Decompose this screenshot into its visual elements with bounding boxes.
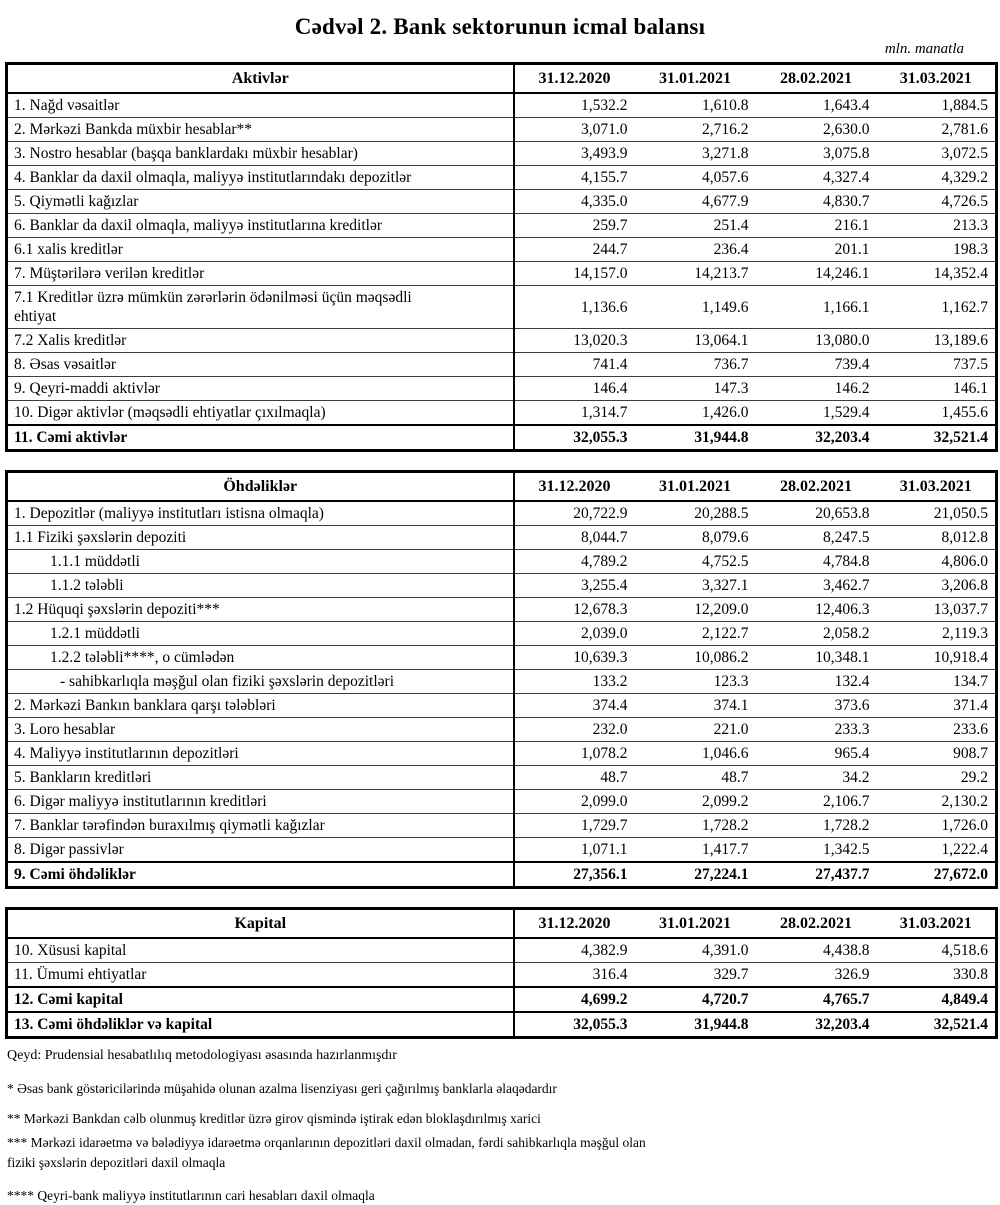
cell-value: 29.2: [877, 766, 997, 790]
cell-value: 4,382.9: [514, 938, 635, 963]
cell-value: 13,037.7: [877, 598, 997, 622]
ohdelikler-table: [5, 470, 998, 889]
table-row: [7, 694, 997, 718]
row-label: 1. Depozitlər (maliyyə institutları istisna olmaqla): [7, 501, 514, 526]
cell-value: 1,728.2: [756, 814, 877, 838]
cell-value: 4,765.7: [756, 987, 877, 1012]
cell-value: 216.1: [756, 214, 877, 238]
table-row: [7, 938, 997, 963]
cell-value: 329.7: [635, 963, 756, 988]
table-row: [7, 766, 997, 790]
row-label: 1.1 Fiziki şəxslərin depoziti: [7, 526, 514, 550]
cell-value: 10,086.2: [635, 646, 756, 670]
cell-value: 13,080.0: [756, 329, 877, 353]
footnote-asterisk-2: ** Mərkəzi Bankdan cəlb olunmuş kreditlər üzrə girov qismində iştirak edən bloklaşdırılmış xarici: [7, 1110, 541, 1126]
table-row: [7, 238, 997, 262]
cell-value: 1,426.0: [635, 401, 756, 426]
cell-value: 20,722.9: [514, 501, 635, 526]
cell-value: 3,072.5: [877, 142, 997, 166]
table-row: [7, 329, 997, 353]
cell-value: 13,064.1: [635, 329, 756, 353]
table-row: [7, 262, 997, 286]
table-row: [7, 598, 997, 622]
row-label: 12. Cəmi kapital: [7, 987, 514, 1012]
kapital-table: [5, 907, 998, 1039]
row-label: 9. Cəmi öhdəliklər: [7, 862, 514, 888]
table-row: [7, 790, 997, 814]
table-row: [7, 353, 997, 377]
cell-value: 8,012.8: [877, 526, 997, 550]
cell-value: 12,678.3: [514, 598, 635, 622]
cell-value: 3,206.8: [877, 574, 997, 598]
cell-value: 2,058.2: [756, 622, 877, 646]
cell-value: 8,247.5: [756, 526, 877, 550]
cell-value: 20,288.5: [635, 501, 756, 526]
table-row: [7, 501, 997, 526]
cell-value: 32,055.3: [514, 1012, 635, 1038]
cell-value: 233.3: [756, 718, 877, 742]
cell-value: 13,020.3: [514, 329, 635, 353]
table-row: [7, 622, 997, 646]
cell-value: 1,314.7: [514, 401, 635, 426]
cell-value: 4,720.7: [635, 987, 756, 1012]
table-row: [7, 838, 997, 863]
cell-value: 736.7: [635, 353, 756, 377]
cell-value: 2,106.7: [756, 790, 877, 814]
row-label: 6. Digər maliyyə institutlarının kreditləri: [7, 790, 514, 814]
row-label: 3. Nostro hesablar (başqa banklardakı müxbir hesablar): [7, 142, 514, 166]
cell-value: 2,039.0: [514, 622, 635, 646]
cell-value: 4,830.7: [756, 190, 877, 214]
cell-value: 12,406.3: [756, 598, 877, 622]
cell-value: 232.0: [514, 718, 635, 742]
aktivler-table: [5, 62, 998, 452]
cell-value: 133.2: [514, 670, 635, 694]
cell-value: 1,166.1: [756, 286, 877, 329]
cell-value: 134.7: [877, 670, 997, 694]
column-header-date: 28.02.2021: [756, 64, 877, 94]
cell-value: 1,729.7: [514, 814, 635, 838]
row-label: 9. Qeyri-maddi aktivlər: [7, 377, 514, 401]
cell-value: 27,672.0: [877, 862, 997, 888]
cell-value: 4,438.8: [756, 938, 877, 963]
cell-value: 1,728.2: [635, 814, 756, 838]
table-row: [7, 963, 997, 988]
cell-value: 3,493.9: [514, 142, 635, 166]
footnote-qeyd: Qeyd: Prudensial hesabatlılıq metodologiyası əsasında hazırlanmışdır: [7, 1048, 397, 1063]
cell-value: 4,726.5: [877, 190, 997, 214]
column-header-date: 31.03.2021: [877, 909, 997, 939]
cell-value: 2,099.0: [514, 790, 635, 814]
row-label: 10. Digər aktivlər (məqsədli ehtiyatlar çıxılmaqla): [7, 401, 514, 426]
table-row: [7, 574, 997, 598]
cell-value: 3,271.8: [635, 142, 756, 166]
cell-value: 2,119.3: [877, 622, 997, 646]
cell-value: 123.3: [635, 670, 756, 694]
row-label: 2. Mərkəzi Bankda müxbir hesablar**: [7, 118, 514, 142]
cell-value: 965.4: [756, 742, 877, 766]
cell-value: 2,716.2: [635, 118, 756, 142]
table-row: [7, 1012, 997, 1038]
page-title: Cədvəl 2. Bank sektorunun icmal balansı: [294, 14, 706, 39]
cell-value: 3,075.8: [756, 142, 877, 166]
row-label: 10. Xüsusi kapital: [7, 938, 514, 963]
cell-value: 48.7: [514, 766, 635, 790]
cell-value: 4,849.4: [877, 987, 997, 1012]
cell-value: 1,610.8: [635, 93, 756, 118]
cell-value: 244.7: [514, 238, 635, 262]
cell-value: 1,071.1: [514, 838, 635, 863]
cell-value: 31,944.8: [635, 1012, 756, 1038]
cell-value: 132.4: [756, 670, 877, 694]
cell-value: 146.2: [756, 377, 877, 401]
cell-value: 147.3: [635, 377, 756, 401]
cell-value: 2,099.2: [635, 790, 756, 814]
cell-value: 4,155.7: [514, 166, 635, 190]
row-label: 3. Loro hesablar: [7, 718, 514, 742]
table-row: [7, 987, 997, 1012]
cell-value: 373.6: [756, 694, 877, 718]
row-label: 7. Müştərilərə verilən kreditlər: [7, 262, 514, 286]
section-header-kapital: Kapital: [7, 909, 514, 939]
column-header-date: 31.01.2021: [635, 472, 756, 502]
cell-value: 14,157.0: [514, 262, 635, 286]
cell-value: 1,136.6: [514, 286, 635, 329]
cell-value: 221.0: [635, 718, 756, 742]
balance-tables: [0, 62, 1000, 1039]
cell-value: 20,653.8: [756, 501, 877, 526]
footnote-asterisk-1: * Əsas bank göstəricilərində müşahidə olunan azalma lisenziyası geri çağırılmış banklarla əlaqədardır: [7, 1081, 557, 1097]
cell-value: 14,352.4: [877, 262, 997, 286]
table-row: [7, 377, 997, 401]
cell-value: 1,529.4: [756, 401, 877, 426]
cell-value: 32,055.3: [514, 425, 635, 451]
cell-value: 4,699.2: [514, 987, 635, 1012]
unit-note: mln. manatla: [884, 41, 964, 57]
column-header-date: 28.02.2021: [756, 472, 877, 502]
row-label: 4. Maliyyə institutlarının depozitləri: [7, 742, 514, 766]
table-row: [7, 286, 997, 329]
cell-value: 1,162.7: [877, 286, 997, 329]
table-row: [7, 862, 997, 888]
cell-value: 4,677.9: [635, 190, 756, 214]
cell-value: 32,521.4: [877, 425, 997, 451]
cell-value: 4,057.6: [635, 166, 756, 190]
cell-value: 4,789.2: [514, 550, 635, 574]
row-label: 1. Nağd vəsaitlər: [7, 93, 514, 118]
cell-value: 330.8: [877, 963, 997, 988]
cell-value: 1,884.5: [877, 93, 997, 118]
cell-value: 2,122.7: [635, 622, 756, 646]
cell-value: 3,327.1: [635, 574, 756, 598]
cell-value: 2,781.6: [877, 118, 997, 142]
cell-value: 10,348.1: [756, 646, 877, 670]
section-header-aktivler: Aktivlər: [7, 64, 514, 94]
cell-value: 12,209.0: [635, 598, 756, 622]
table-row: [7, 190, 997, 214]
cell-value: 4,329.2: [877, 166, 997, 190]
column-header-date: 31.01.2021: [635, 909, 756, 939]
cell-value: 2,130.2: [877, 790, 997, 814]
cell-value: 1,078.2: [514, 742, 635, 766]
cell-value: 4,335.0: [514, 190, 635, 214]
cell-value: 741.4: [514, 353, 635, 377]
row-label: 1.1.2 tələbli: [7, 574, 514, 598]
row-label: 4. Banklar da daxil olmaqla, maliyyə institutlarındakı depozitlər: [7, 166, 514, 190]
cell-value: 908.7: [877, 742, 997, 766]
cell-value: 1,149.6: [635, 286, 756, 329]
cell-value: 4,327.4: [756, 166, 877, 190]
row-label: 5. Qiymətli kağızlar: [7, 190, 514, 214]
cell-value: 3,462.7: [756, 574, 877, 598]
table-row: [7, 93, 997, 118]
cell-value: 4,518.6: [877, 938, 997, 963]
row-label: 1.2.1 müddətli: [7, 622, 514, 646]
cell-value: 27,356.1: [514, 862, 635, 888]
column-header-date: 31.03.2021: [877, 472, 997, 502]
row-label: 7. Banklar tərəfindən buraxılmış qiymətli kağızlar: [7, 814, 514, 838]
cell-value: 1,726.0: [877, 814, 997, 838]
cell-value: 48.7: [635, 766, 756, 790]
row-label: - sahibkarlıqla məşğul olan fiziki şəxslərin depozitləri: [7, 670, 514, 694]
row-label: 6. Banklar da daxil olmaqla, maliyyə institutlarına kreditlər: [7, 214, 514, 238]
cell-value: 1,532.2: [514, 93, 635, 118]
table-row: [7, 425, 997, 451]
cell-value: 32,203.4: [756, 425, 877, 451]
row-label: 2. Mərkəzi Bankın banklara qarşı tələbləri: [7, 694, 514, 718]
column-header-date: 31.12.2020: [514, 472, 635, 502]
cell-value: 34.2: [756, 766, 877, 790]
cell-value: 259.7: [514, 214, 635, 238]
row-label: 7.2 Xalis kreditlər: [7, 329, 514, 353]
table-row: [7, 118, 997, 142]
cell-value: 213.3: [877, 214, 997, 238]
column-header-date: 31.12.2020: [514, 64, 635, 94]
cell-value: 198.3: [877, 238, 997, 262]
table-row: [7, 670, 997, 694]
cell-value: 146.4: [514, 377, 635, 401]
row-label: 11. Ümumi ehtiyatlar: [7, 963, 514, 988]
cell-value: 1,417.7: [635, 838, 756, 863]
cell-value: 14,246.1: [756, 262, 877, 286]
footnote-asterisk-3: *** Mərkəzi idarəetmə və bələdiyyə idarəetmə orqanlarının depozitləri daxil olmadan, fərdi sahibkarlıqla məşğul olan fiziki şəxslərin depozitləri daxil olmaqla: [7, 1135, 646, 1170]
row-label: 8. Digər passivlər: [7, 838, 514, 863]
table-row: [7, 166, 997, 190]
cell-value: 251.4: [635, 214, 756, 238]
column-header-date: 28.02.2021: [756, 909, 877, 939]
cell-value: 1,342.5: [756, 838, 877, 863]
table-row: [7, 214, 997, 238]
footnotes: [7, 1046, 1000, 1205]
table-row: [7, 718, 997, 742]
cell-value: 8,079.6: [635, 526, 756, 550]
cell-value: 737.5: [877, 353, 997, 377]
cell-value: 3,255.4: [514, 574, 635, 598]
cell-value: 316.4: [514, 963, 635, 988]
cell-value: 14,213.7: [635, 262, 756, 286]
row-label: 11. Cəmi aktivlər: [7, 425, 514, 451]
row-label: 5. Bankların kreditləri: [7, 766, 514, 790]
cell-value: 31,944.8: [635, 425, 756, 451]
cell-value: 233.6: [877, 718, 997, 742]
cell-value: 27,437.7: [756, 862, 877, 888]
cell-value: 1,643.4: [756, 93, 877, 118]
cell-value: 32,521.4: [877, 1012, 997, 1038]
section-header-ohdelikler: Öhdəliklər: [7, 472, 514, 502]
cell-value: 32,203.4: [756, 1012, 877, 1038]
cell-value: 2,630.0: [756, 118, 877, 142]
column-header-date: 31.01.2021: [635, 64, 756, 94]
cell-value: 4,806.0: [877, 550, 997, 574]
row-label: 6.1 xalis kreditlər: [7, 238, 514, 262]
cell-value: 3,071.0: [514, 118, 635, 142]
cell-value: 10,639.3: [514, 646, 635, 670]
column-header-date: 31.03.2021: [877, 64, 997, 94]
table-row: [7, 142, 997, 166]
row-label: 13. Cəmi öhdəliklər və kapital: [7, 1012, 514, 1038]
cell-value: 374.4: [514, 694, 635, 718]
column-header-date: 31.12.2020: [514, 909, 635, 939]
cell-value: 1,222.4: [877, 838, 997, 863]
cell-value: 374.1: [635, 694, 756, 718]
table-row: [7, 550, 997, 574]
cell-value: 4,784.8: [756, 550, 877, 574]
table-row: [7, 526, 997, 550]
table-row: [7, 646, 997, 670]
cell-value: 27,224.1: [635, 862, 756, 888]
row-label: 7.1 Kreditlər üzrə mümkün zərərlərin ödənilməsi üçün məqsədli ehtiyat: [7, 286, 514, 329]
cell-value: 236.4: [635, 238, 756, 262]
cell-value: 371.4: [877, 694, 997, 718]
table-row: [7, 401, 997, 426]
cell-value: 10,918.4: [877, 646, 997, 670]
cell-value: 21,050.5: [877, 501, 997, 526]
cell-value: 1,046.6: [635, 742, 756, 766]
cell-value: 326.9: [756, 963, 877, 988]
cell-value: 1,455.6: [877, 401, 997, 426]
cell-value: 146.1: [877, 377, 997, 401]
row-label: 1.2.2 tələbli****, o cümlədən: [7, 646, 514, 670]
cell-value: 739.4: [756, 353, 877, 377]
row-label: 1.1.1 müddətli: [7, 550, 514, 574]
cell-value: 201.1: [756, 238, 877, 262]
table-row: [7, 742, 997, 766]
cell-value: 8,044.7: [514, 526, 635, 550]
cell-value: 4,752.5: [635, 550, 756, 574]
table-row: [7, 814, 997, 838]
cell-value: 4,391.0: [635, 938, 756, 963]
row-label: 1.2 Hüquqi şəxslərin depoziti***: [7, 598, 514, 622]
row-label: 8. Əsas vəsaitlər: [7, 353, 514, 377]
footnote-asterisk-4: **** Qeyri-bank maliyyə institutlarının cari hesabları daxil olmaqla: [7, 1187, 375, 1203]
cell-value: 13,189.6: [877, 329, 997, 353]
